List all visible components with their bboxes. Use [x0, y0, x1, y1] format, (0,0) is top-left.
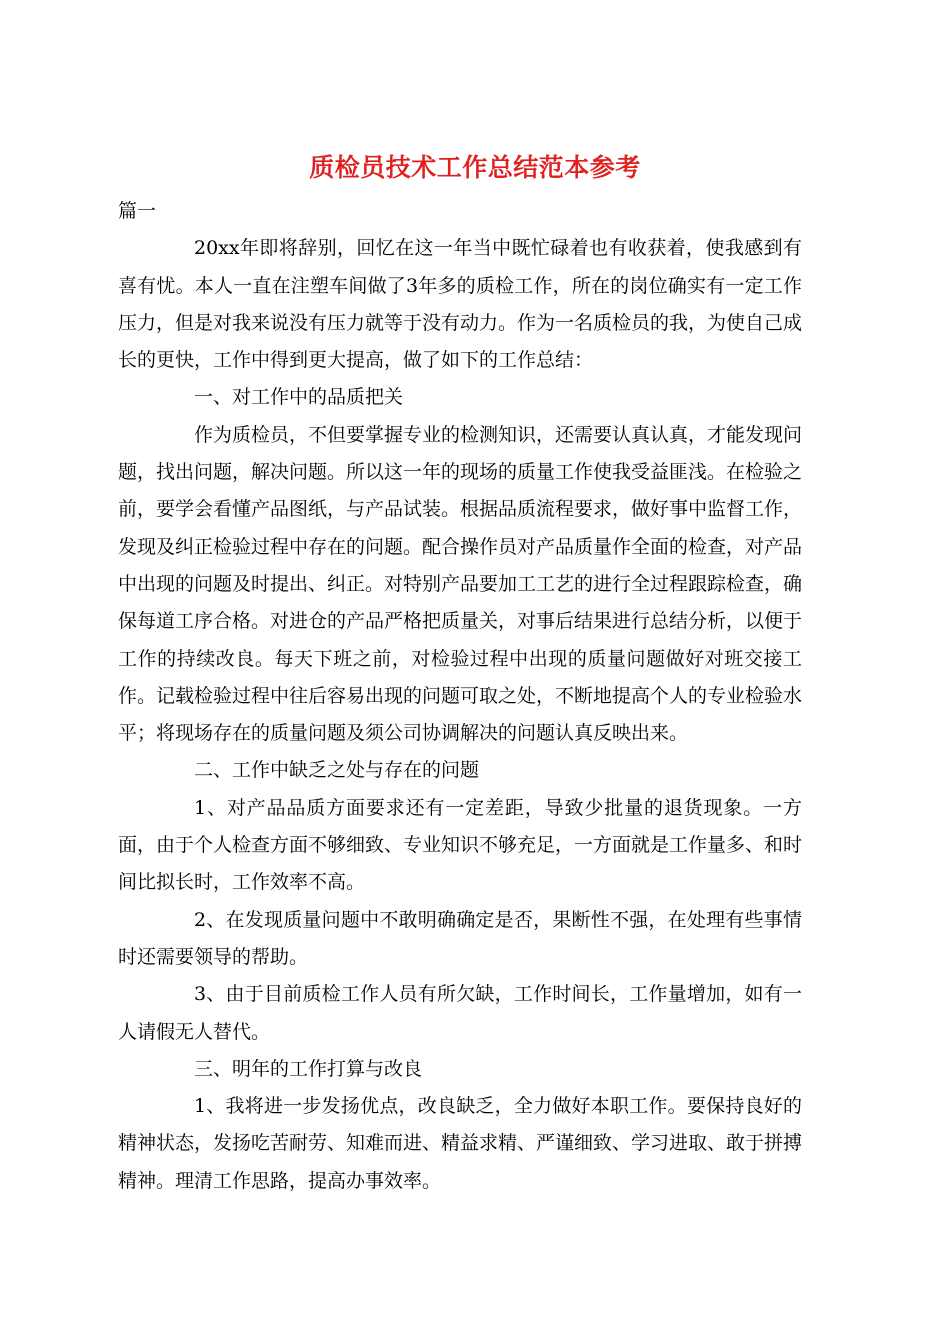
paragraph-shortcoming-2: 2、在发现质量问题中不敢明确确定是否，果断性不强，在处理有些事情时还需要领导的帮助。 [118, 908, 802, 968]
heading-shortcomings: 二、工作中缺乏之处与存在的问题 [194, 759, 480, 782]
section-label: 篇一 [118, 200, 157, 222]
paragraph-shortcoming-1: 1、对产品品质方面要求还有一定差距，导致少批量的退货现象。一方面，由于个人检查方面不够细致、专业知识不够充足，一方面就是工作量多、和时间比拟长时，工作效率不高。 [118, 796, 803, 894]
heading-quality-control: 一、对工作中的品质把关 [194, 386, 404, 409]
paragraph-shortcoming-3: 3、由于目前质检工作人员有所欠缺，工作时间长，工作量增加，如有一人请假无人替代。 [118, 983, 802, 1043]
paragraph-quality-control: 作为质检员，不但要掌握专业的检测知识，还需要认真认真，才能发现问题，找出问题，解决问题。所以这一年的现场的质量工作使我受益匪浅。在检验之前，要学会看懂产品图纸，与产品试装。根据品质流程要求，做好事中监督工作，发现及纠正检验过程中存在的问题。配合操作员对产品质量作全面的检查，对产品中出现的问题及时提出、纠正。对特别产品要加工工艺的进行全过程跟踪检查，确保每道工序合格。对进仓的产品严格把质量关，对事后结果进行总结分析，以便于工作的持续改良。每天下班之前，对检验过程中出现的质量问题做好对班交接工作。记载检验过程中往后容易出现的问题可取之处，不断地提高个人的专业检验水平；将现场存在的质量问题及须公司协调解决的问题认真反映出来。 [118, 423, 803, 745]
paragraph-intro: 20xx年即将辞别，回忆在这一年当中既忙碌着也有收获着，使我感到有喜有忧。本人一直在注塑车间做了3年多的质检工作，所在的岗位确实有一定工作压力，但是对我来说没有压力就等于没有动力。作为一名质检员的我，为使自己成长的更快，工作中得到更大提高，做了如下的工作总结： [118, 237, 803, 372]
heading-next-year-plan: 三、明年的工作打算与改良 [194, 1057, 423, 1080]
document-body [118, 193, 802, 1200]
document-title: 质检员技术工作总结范本参考 [309, 153, 641, 182]
paragraph-plan-1: 1、我将进一步发扬优点，改良缺乏，全力做好本职工作。要保持良好的精神状态，发扬吃苦耐劳、知难而进、精益求精、严谨细致、学习进取、敢于拼搏精神。理清工作思路，提高办事效率。 [118, 1095, 803, 1192]
